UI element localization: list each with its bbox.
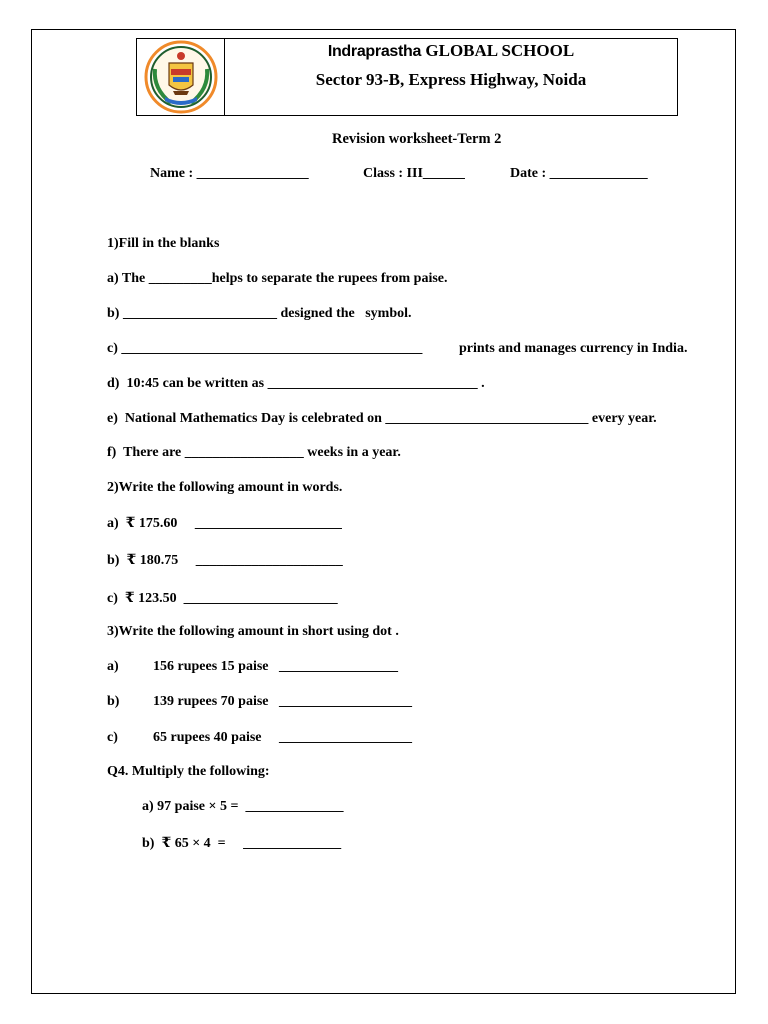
q3-a-text: 156 rupees 15 paise _________________ <box>153 659 398 674</box>
date-field: Date : ______________ <box>510 166 648 181</box>
logo-cell <box>137 39 225 115</box>
q4-heading: Q4. Multiply the following: <box>107 764 270 779</box>
school-name-rest: GLOBAL SCHOOL <box>421 41 575 60</box>
q2-a: a) ₹ 175.60 _____________________ <box>107 516 342 531</box>
school-header <box>136 38 678 116</box>
q3-c-label: c) <box>107 730 118 745</box>
school-name-first: Indraprastha <box>327 43 422 60</box>
q2-b: b) ₹ 180.75 _____________________ <box>107 553 343 568</box>
q3-c-text: 65 rupees 40 paise ___________________ <box>153 730 412 745</box>
q4-a: a) 97 paise × 5 = ______________ <box>142 799 344 814</box>
q2-c: c) ₹ 123.50 ______________________ <box>107 591 338 606</box>
class-field: Class : III______ <box>363 166 465 181</box>
q1-b: b) ______________________ designed the symbol. <box>107 306 412 321</box>
school-logo-icon <box>143 39 219 115</box>
q1-c-text: prints and manages currency in India. <box>459 341 688 356</box>
q1-heading: 1)Fill in the blanks <box>107 236 220 251</box>
q3-b-label: b) <box>107 694 120 709</box>
q2-heading: 2)Write the following amount in words. <box>107 480 343 495</box>
q4-b: b) ₹ 65 × 4 = ______________ <box>142 836 342 851</box>
q3-b-text: 139 rupees 70 paise ___________________ <box>153 694 412 709</box>
q3-a-label: a) <box>107 659 119 674</box>
q1-a: a) The _________helps to separate the rupees from paise. <box>107 271 448 286</box>
q1-c-blank: c) ___________________________________________ <box>107 341 423 356</box>
q1-e: e) National Mathematics Day is celebrated on _____________________________ every year. <box>107 411 657 426</box>
name-field: Name : ________________ <box>150 166 309 181</box>
q3-heading: 3)Write the following amount in short using dot . <box>107 624 399 639</box>
q1-f: f) There are _________________ weeks in a year. <box>107 445 401 460</box>
worksheet-title: Revision worksheet-Term 2 <box>332 131 502 147</box>
q1-d: d) 10:45 can be written as ______________________________ . <box>107 376 485 391</box>
school-name <box>225 41 677 61</box>
school-address: Sector 93-B, Express Highway, Noida <box>315 70 587 89</box>
